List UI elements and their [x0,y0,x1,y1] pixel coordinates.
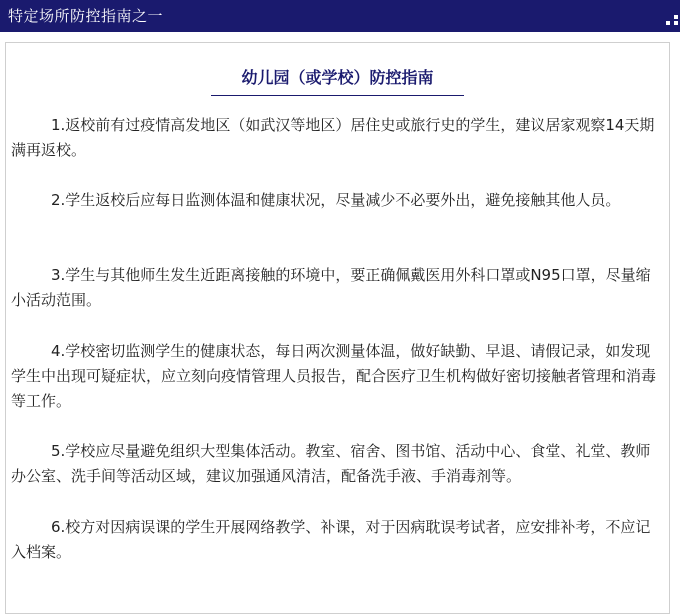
header-title: 特定场所防控指南之一 [8,7,164,25]
content-area [0,32,680,594]
guide-box [5,42,670,614]
paragraph-6: 6.校方对因病误课的学生开展网络教学、补课，对于因病耽误考试者，应安排补考，不应记入档案。 [11,518,651,561]
paragraph-2: 2.学生返校后应每日监测体温和健康状况，尽量减少不必要外出，避免接触其他人员。 [51,191,621,209]
paragraph-4: 4.学校密切监测学生的健康状态，每日两次测量体温，做好缺勤、早退、请假记录，如发现学生中出现可疑症状，应立刻向疫情管理人员报告，配合医疗卫生机构做好密切接触者管理和消毒等工作。 [11,342,657,410]
paragraph-1: 1.返校前有过疫情高发地区（如武汉等地区）居住史或旅行史的学生，建议居家观察14天期满再返校。 [11,116,655,159]
document-title: 幼儿园（或学校）防控指南 [241,68,434,87]
title-underline [211,95,464,96]
paragraph-3: 3.学生与其他师生发生近距离接触的环境中，要正确佩戴医用外科口罩或N95口罩，尽量缩小活动范围。 [11,266,651,309]
page-header [0,0,680,32]
paragraph-5: 5.学校应尽量避免组织大型集体活动。教室、宿舍、图书馆、活动中心、食堂、礼堂、教师办公室、洗手间等活动区域，建议加强通风清洁，配备洗手液、手消毒剂等。 [11,442,651,485]
corner-decoration-icon [666,15,680,29]
